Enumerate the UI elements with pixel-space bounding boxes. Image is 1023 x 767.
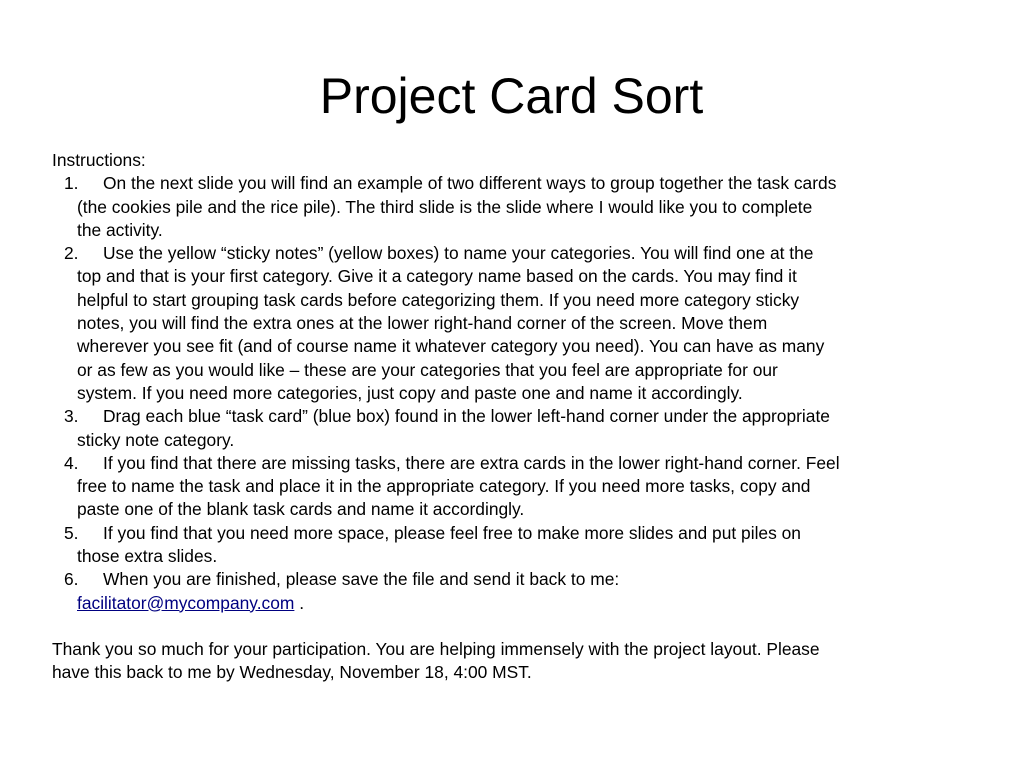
step-line: helpful to start grouping task cards before categorizing them. If you need more category sticky bbox=[77, 289, 800, 310]
instruction-step-3 bbox=[52, 405, 982, 452]
step-line: wherever you see fit (and of course name it whatever category you need). You can have as many bbox=[77, 336, 825, 357]
step-line: If you find that there are missing tasks, there are extra cards in the lower right-hand corner. Feel bbox=[103, 452, 840, 473]
instruction-step-6 bbox=[52, 568, 982, 615]
instruction-step-5 bbox=[52, 522, 982, 569]
instruction-step-4 bbox=[52, 452, 982, 522]
step-line: free to name the task and place it in the appropriate category. If you need more tasks, copy and bbox=[77, 476, 811, 497]
slide-body bbox=[52, 149, 982, 685]
step-line: paste one of the blank task cards and name it accordingly. bbox=[77, 499, 525, 520]
thank-you-line: Thank you so much for your participation. You are helping immensely with the project layout. Please bbox=[52, 638, 820, 659]
step-line: or as few as you would like – these are your categories that you feel are appropriate for our bbox=[77, 359, 778, 380]
instructions-label: Instructions: bbox=[52, 150, 146, 170]
step-number: 3. bbox=[64, 406, 79, 427]
slide-title: Project Card Sort bbox=[319, 68, 704, 124]
step-line: On the next slide you will find an example of two different ways to group together the task cards bbox=[103, 173, 837, 194]
step-line: Use the yellow “sticky notes” (yellow boxes) to name your categories. You will find one at the bbox=[103, 243, 814, 264]
email-suffix: . bbox=[294, 592, 305, 613]
email-link[interactable]: facilitator@mycompany.com bbox=[77, 592, 295, 613]
thank-you-line: have this back to me by Wednesday, November 18, 4:00 MST. bbox=[52, 662, 532, 683]
step-line: Drag each blue “task card” (blue box) found in the lower left-hand corner under the appropriate bbox=[103, 406, 830, 427]
instruction-step-2 bbox=[52, 242, 982, 405]
step-number: 5. bbox=[64, 522, 79, 543]
step-line: notes, you will find the extra ones at the lower right-hand corner of the screen. Move them bbox=[77, 313, 768, 334]
step-number: 4. bbox=[64, 452, 79, 473]
step-line: system. If you need more categories, just copy and paste one and name it accordingly. bbox=[77, 382, 743, 403]
step-number: 2. bbox=[64, 243, 79, 264]
step-line: sticky note category. bbox=[77, 429, 235, 450]
step-line: the activity. bbox=[77, 219, 163, 240]
email-line bbox=[77, 592, 982, 615]
step-line: When you are finished, please save the file and send it back to me: bbox=[103, 569, 620, 590]
step-line: top and that is your first category. Give it a category name based on the cards. You may find it bbox=[77, 266, 797, 287]
step-number: 1. bbox=[64, 173, 79, 194]
step-line: (the cookies pile and the rice pile). The third slide is the slide where I would like you to complete bbox=[77, 196, 813, 217]
step-line: If you find that you need more space, please feel free to make more slides and put piles on bbox=[103, 522, 801, 543]
step-number: 6. bbox=[64, 569, 79, 590]
instruction-list bbox=[52, 172, 982, 615]
instruction-step-1 bbox=[52, 172, 982, 242]
step-line: those extra slides. bbox=[77, 546, 218, 567]
thank-you-paragraph bbox=[52, 638, 982, 685]
